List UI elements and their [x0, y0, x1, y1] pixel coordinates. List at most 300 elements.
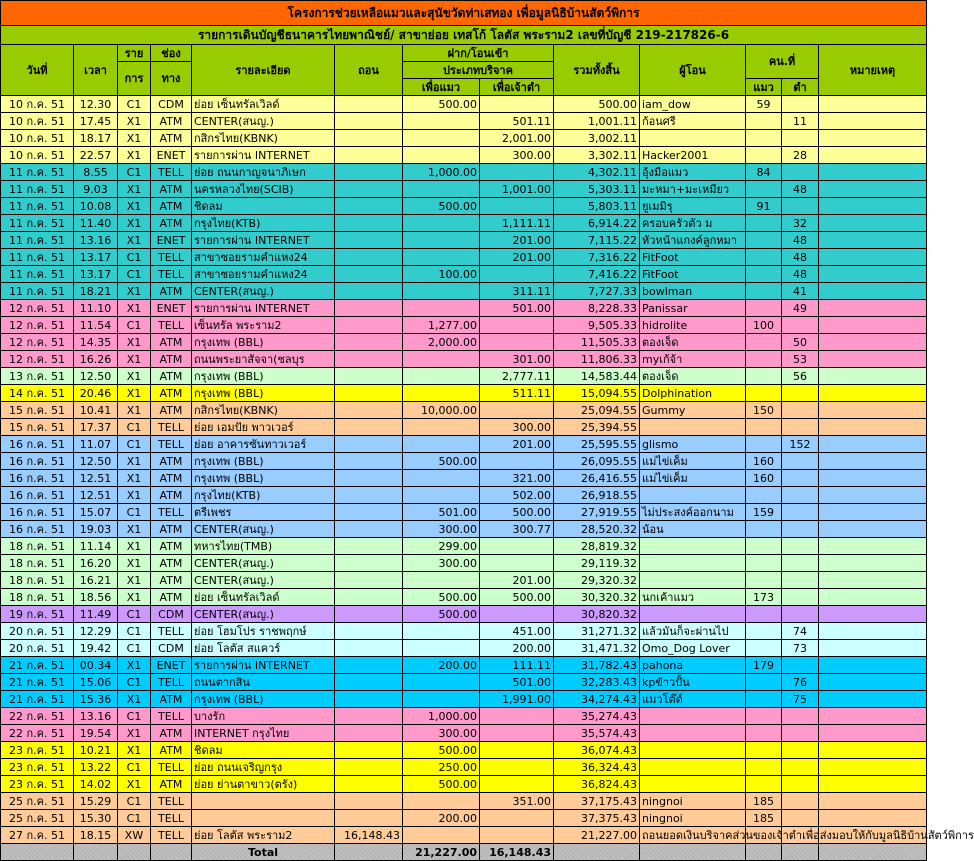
- cell-sender: [640, 555, 746, 572]
- cell-kn-cat: [746, 232, 782, 249]
- cell-for-cat: 300.00: [403, 521, 480, 538]
- table-row: [1, 606, 927, 623]
- cell-note: [819, 453, 927, 470]
- cell-detail: รายการผ่าน INTERNET: [192, 232, 335, 249]
- subtitle-row: [1, 26, 927, 45]
- cell-kn-cat: [746, 283, 782, 300]
- cell-withdraw: [335, 113, 403, 130]
- table-row: [1, 215, 927, 232]
- cell-channel: ATM: [151, 538, 192, 555]
- cell-sender: kpข้าวปั้น: [640, 674, 746, 691]
- cell-sender: hidrolite: [640, 317, 746, 334]
- cell-total: 3,002.11: [554, 130, 640, 147]
- cell-withdraw: 16,148.43: [335, 827, 403, 844]
- cell-sender: [640, 725, 746, 742]
- cell-type: X1: [118, 555, 151, 572]
- cell-for-cat: 500.00: [403, 606, 480, 623]
- cell-channel: CDM: [151, 96, 192, 113]
- cell-note: [819, 555, 927, 572]
- cell-date: 12 ก.ค. 51: [1, 351, 74, 368]
- cell-sender: [640, 708, 746, 725]
- cell-note: [819, 436, 927, 453]
- cell-for-owner: [480, 198, 554, 215]
- header-donation-type: ประเภทบริจาค: [403, 62, 554, 79]
- table-row: [1, 691, 927, 708]
- cell-note: [819, 317, 927, 334]
- cell-for-owner: 201.00: [480, 436, 554, 453]
- cell-date: 11 ก.ค. 51: [1, 232, 74, 249]
- cell-note: [819, 164, 927, 181]
- cell-time: 12.50: [74, 368, 118, 385]
- cell-for-cat: [403, 470, 480, 487]
- cell-total: 29,119.32: [554, 555, 640, 572]
- cell-channel: TELL: [151, 249, 192, 266]
- cell-type: C1: [118, 640, 151, 657]
- cell-detail: ตรีเพชร: [192, 504, 335, 521]
- cell-detail: สาขาซอยรามคำแหง24: [192, 249, 335, 266]
- cell-date: 10 ก.ค. 51: [1, 147, 74, 164]
- cell-withdraw: [335, 232, 403, 249]
- cell-for-owner: 311.11: [480, 283, 554, 300]
- cell-withdraw: [335, 742, 403, 759]
- cell-date: 11 ก.ค. 51: [1, 266, 74, 283]
- cell-for-cat: 100.00: [403, 266, 480, 283]
- cell-channel: TELL: [151, 827, 192, 844]
- cell-channel: ATM: [151, 487, 192, 504]
- cell-for-owner: [480, 810, 554, 827]
- cell-type: C1: [118, 249, 151, 266]
- cell-channel: ATM: [151, 776, 192, 793]
- cell-date: 22 ก.ค. 51: [1, 708, 74, 725]
- cell-sender: pahona: [640, 657, 746, 674]
- table-row: [1, 725, 927, 742]
- cell-for-owner: [480, 96, 554, 113]
- cell-withdraw: [335, 759, 403, 776]
- cell-for-owner: 300.00: [480, 147, 554, 164]
- header-kn-dog: ตำ: [782, 79, 819, 96]
- cell-date: 23 ก.ค. 51: [1, 759, 74, 776]
- cell-kn-cat: [746, 334, 782, 351]
- cell-date: 11 ก.ค. 51: [1, 249, 74, 266]
- cell-for-owner: 300.00: [480, 419, 554, 436]
- cell-time: 15.30: [74, 810, 118, 827]
- cell-note: [819, 96, 927, 113]
- cell-note: [819, 623, 927, 640]
- cell-note: [819, 283, 927, 300]
- cell-time: 17.37: [74, 419, 118, 436]
- cell-for-cat: [403, 368, 480, 385]
- cell-total: 29,320.32: [554, 572, 640, 589]
- cell-kn-dog: 56: [782, 368, 819, 385]
- cell-for-cat: 500.00: [403, 776, 480, 793]
- cell-note: [819, 521, 927, 538]
- cell-withdraw: [335, 555, 403, 572]
- cell-time: 10.41: [74, 402, 118, 419]
- table-row: [1, 147, 927, 164]
- cell-withdraw: [335, 198, 403, 215]
- cell-date: 16 ก.ค. 51: [1, 436, 74, 453]
- cell-kn-cat: [746, 708, 782, 725]
- cell-kn-cat: 91: [746, 198, 782, 215]
- cell-withdraw: [335, 725, 403, 742]
- cell-total: 35,574.43: [554, 725, 640, 742]
- cell-kn-dog: [782, 453, 819, 470]
- cell-channel: ATM: [151, 351, 192, 368]
- cell-withdraw: [335, 385, 403, 402]
- cell-detail: เซ็นทรัล พระราม2: [192, 317, 335, 334]
- table-row: [1, 436, 927, 453]
- cell-date: 21 ก.ค. 51: [1, 691, 74, 708]
- cell-type: C1: [118, 419, 151, 436]
- cell-total: 26,416.55: [554, 470, 640, 487]
- cell-time: 18.17: [74, 130, 118, 147]
- cell-note: [819, 606, 927, 623]
- cell-kn-dog: [782, 470, 819, 487]
- table-row: [1, 623, 927, 640]
- cell-kn-dog: 48: [782, 266, 819, 283]
- cell-type: X1: [118, 521, 151, 538]
- total-empty-cell: [554, 844, 640, 861]
- cell-kn-dog: [782, 657, 819, 674]
- cell-channel: ATM: [151, 572, 192, 589]
- cell-for-owner: 201.00: [480, 232, 554, 249]
- cell-for-owner: 300.77: [480, 521, 554, 538]
- cell-detail: กรุงเทพ (BBL): [192, 691, 335, 708]
- total-for-cat: 21,227.00: [403, 844, 480, 861]
- cell-detail: ย่อย เอมปัย พาวเวอร์: [192, 419, 335, 436]
- table-row: [1, 708, 927, 725]
- cell-kn-cat: 159: [746, 504, 782, 521]
- cell-withdraw: [335, 368, 403, 385]
- cell-time: 20.46: [74, 385, 118, 402]
- cell-type: X1: [118, 487, 151, 504]
- cell-for-cat: [403, 181, 480, 198]
- cell-time: 18.56: [74, 589, 118, 606]
- cell-withdraw: [335, 300, 403, 317]
- cell-kn-dog: 48: [782, 181, 819, 198]
- cell-date: 23 ก.ค. 51: [1, 742, 74, 759]
- cell-kn-dog: [782, 164, 819, 181]
- cell-withdraw: [335, 589, 403, 606]
- header-withdraw: ถอน: [335, 45, 403, 96]
- cell-date: 10 ก.ค. 51: [1, 96, 74, 113]
- cell-total: 31,782.43: [554, 657, 640, 674]
- cell-type: X1: [118, 181, 151, 198]
- cell-withdraw: [335, 691, 403, 708]
- cell-sender: Gummy: [640, 402, 746, 419]
- total-empty-cell: [151, 844, 192, 861]
- cell-note: [819, 181, 927, 198]
- cell-kn-dog: [782, 776, 819, 793]
- cell-kn-dog: 76: [782, 674, 819, 691]
- table-row: [1, 657, 927, 674]
- cell-date: 15 ก.ค. 51: [1, 402, 74, 419]
- cell-kn-cat: [746, 215, 782, 232]
- cell-sender: ningnoi: [640, 810, 746, 827]
- cell-for-owner: 2,001.00: [480, 130, 554, 147]
- cell-total: 11,806.33: [554, 351, 640, 368]
- cell-for-owner: [480, 555, 554, 572]
- cell-for-cat: [403, 436, 480, 453]
- cell-sender: [640, 742, 746, 759]
- cell-kn-cat: 173: [746, 589, 782, 606]
- cell-for-cat: [403, 113, 480, 130]
- cell-for-cat: 500.00: [403, 453, 480, 470]
- table-row: [1, 810, 927, 827]
- cell-kn-dog: [782, 759, 819, 776]
- cell-channel: ATM: [151, 385, 192, 402]
- cell-time: 19.54: [74, 725, 118, 742]
- cell-channel: ENET: [151, 147, 192, 164]
- cell-kn-cat: 185: [746, 810, 782, 827]
- cell-for-owner: 501.00: [480, 300, 554, 317]
- cell-sender: แมวโต๊ต์: [640, 691, 746, 708]
- cell-detail: กสิกรไทย(KBNK): [192, 402, 335, 419]
- cell-sender: iam_dow: [640, 96, 746, 113]
- cell-sender: Hacker2001: [640, 147, 746, 164]
- header-time: เวลา: [74, 45, 118, 96]
- cell-channel: ATM: [151, 283, 192, 300]
- cell-withdraw: [335, 419, 403, 436]
- cell-withdraw: [335, 538, 403, 555]
- cell-for-cat: [403, 793, 480, 810]
- cell-note: [819, 147, 927, 164]
- cell-note: [819, 130, 927, 147]
- cell-time: 12.51: [74, 470, 118, 487]
- cell-sender: ningnoi: [640, 793, 746, 810]
- cell-channel: ATM: [151, 555, 192, 572]
- cell-withdraw: [335, 623, 403, 640]
- table-row: [1, 776, 927, 793]
- cell-total: 36,324.43: [554, 759, 640, 776]
- cell-total: 21,227.00: [554, 827, 640, 844]
- cell-type: X1: [118, 215, 151, 232]
- cell-type: C1: [118, 623, 151, 640]
- cell-kn-dog: [782, 555, 819, 572]
- cell-sender: ถอนยอดเงินบริจาคส่วนของเจ้าตำเพื่อส่งมอบให้กับมูลนิธิบ้านสัตว์พิการ: [640, 827, 746, 844]
- cell-date: 25 ก.ค. 51: [1, 810, 74, 827]
- cell-detail: รายการผ่าน INTERNET: [192, 147, 335, 164]
- cell-detail: ย่อย เซ็นทรัลเวิลด์: [192, 589, 335, 606]
- cell-withdraw: [335, 351, 403, 368]
- cell-date: 21 ก.ค. 51: [1, 657, 74, 674]
- cell-note: [819, 504, 927, 521]
- cell-for-owner: 500.00: [480, 504, 554, 521]
- cell-withdraw: [335, 572, 403, 589]
- cell-date: 10 ก.ค. 51: [1, 113, 74, 130]
- header-for-cat: เพื่อแมว: [403, 79, 480, 96]
- cell-sender: มะหมา+มะเหมียว: [640, 181, 746, 198]
- cell-total: 7,727.33: [554, 283, 640, 300]
- cell-kn-cat: [746, 691, 782, 708]
- cell-note: [819, 351, 927, 368]
- table-row: [1, 283, 927, 300]
- cell-for-owner: 451.00: [480, 623, 554, 640]
- cell-kn-dog: [782, 606, 819, 623]
- cell-kn-cat: [746, 555, 782, 572]
- cell-time: 8.55: [74, 164, 118, 181]
- cell-date: 11 ก.ค. 51: [1, 181, 74, 198]
- cell-date: 11 ก.ค. 51: [1, 215, 74, 232]
- cell-time: 17.45: [74, 113, 118, 130]
- cell-kn-dog: 74: [782, 623, 819, 640]
- cell-channel: TELL: [151, 623, 192, 640]
- cell-total: 37,175.43: [554, 793, 640, 810]
- cell-kn-cat: 59: [746, 96, 782, 113]
- cell-time: 10.21: [74, 742, 118, 759]
- cell-for-owner: [480, 725, 554, 742]
- cell-date: 12 ก.ค. 51: [1, 300, 74, 317]
- table-row: [1, 640, 927, 657]
- table-row: [1, 793, 927, 810]
- cell-kn-cat: [746, 521, 782, 538]
- cell-note: [819, 776, 927, 793]
- total-empty-cell: [118, 844, 151, 861]
- cell-note: [819, 249, 927, 266]
- cell-kn-cat: [746, 113, 782, 130]
- cell-date: 16 ก.ค. 51: [1, 470, 74, 487]
- cell-withdraw: [335, 164, 403, 181]
- cell-time: 12.29: [74, 623, 118, 640]
- cell-total: 25,394.55: [554, 419, 640, 436]
- cell-channel: ATM: [151, 334, 192, 351]
- cell-channel: TELL: [151, 708, 192, 725]
- cell-sender: ไม่ประสงค์ออกนาม: [640, 504, 746, 521]
- cell-type: XW: [118, 827, 151, 844]
- cell-detail: กรุงเทพ (BBL): [192, 368, 335, 385]
- total-empty-cell: [335, 844, 403, 861]
- cell-date: 12 ก.ค. 51: [1, 317, 74, 334]
- cell-time: 19.42: [74, 640, 118, 657]
- cell-type: X1: [118, 232, 151, 249]
- table-row: [1, 742, 927, 759]
- cell-kn-dog: 152: [782, 436, 819, 453]
- cell-detail: กรุงเทพ (BBL): [192, 385, 335, 402]
- table-row: [1, 487, 927, 504]
- cell-date: 20 ก.ค. 51: [1, 640, 74, 657]
- cell-detail: ย่อย อาคารซันทาวเวอร์: [192, 436, 335, 453]
- cell-total: 1,001.11: [554, 113, 640, 130]
- cell-withdraw: [335, 215, 403, 232]
- cell-for-owner: [480, 742, 554, 759]
- cell-type: X1: [118, 113, 151, 130]
- cell-kn-dog: [782, 504, 819, 521]
- cell-kn-cat: [746, 300, 782, 317]
- cell-detail: กสิกรไทย(KBNK): [192, 130, 335, 147]
- cell-for-owner: [480, 776, 554, 793]
- cell-for-owner: 201.00: [480, 249, 554, 266]
- cell-for-cat: 500.00: [403, 589, 480, 606]
- table-row: [1, 555, 927, 572]
- cell-kn-dog: 50: [782, 334, 819, 351]
- cell-date: 12 ก.ค. 51: [1, 334, 74, 351]
- cell-sender: น้อน: [640, 521, 746, 538]
- cell-detail: ชิดลม: [192, 742, 335, 759]
- total-row: [1, 844, 927, 861]
- cell-time: 12.50: [74, 453, 118, 470]
- cell-sender: [640, 606, 746, 623]
- cell-time: 13.22: [74, 759, 118, 776]
- cell-sender: ครอบครัวตัว ม: [640, 215, 746, 232]
- cell-kn-dog: [782, 538, 819, 555]
- cell-type: X1: [118, 725, 151, 742]
- cell-kn-cat: [746, 759, 782, 776]
- cell-sender: Panissar: [640, 300, 746, 317]
- cell-kn-cat: [746, 572, 782, 589]
- cell-note: [819, 725, 927, 742]
- table-row: [1, 164, 927, 181]
- cell-date: 14 ก.ค. 51: [1, 385, 74, 402]
- cell-for-cat: [403, 487, 480, 504]
- cell-channel: TELL: [151, 436, 192, 453]
- cell-note: [819, 691, 927, 708]
- cell-total: 26,095.55: [554, 453, 640, 470]
- cell-for-owner: [480, 538, 554, 555]
- cell-for-cat: 500.00: [403, 198, 480, 215]
- cell-channel: TELL: [151, 810, 192, 827]
- cell-sender: FitFoot: [640, 266, 746, 283]
- cell-sender: myเก้จ้า: [640, 351, 746, 368]
- cell-detail: ย่อย เซ็นทรัลเวิลด์: [192, 96, 335, 113]
- cell-detail: ย่อย ถนนเจริญกรุง: [192, 759, 335, 776]
- cell-type: C1: [118, 674, 151, 691]
- cell-date: 13 ก.ค. 51: [1, 368, 74, 385]
- cell-for-cat: 1,277.00: [403, 317, 480, 334]
- cell-sender: แม่ไข่เค็ม: [640, 470, 746, 487]
- cell-total: 34,274.43: [554, 691, 640, 708]
- table-row: [1, 232, 927, 249]
- cell-type: C1: [118, 266, 151, 283]
- table-row: [1, 402, 927, 419]
- cell-total: 11,505.33: [554, 334, 640, 351]
- cell-total: 6,914.22: [554, 215, 640, 232]
- cell-for-owner: 201.00: [480, 572, 554, 589]
- cell-total: 25,094.55: [554, 402, 640, 419]
- cell-sender: bowlman: [640, 283, 746, 300]
- cell-sender: [640, 419, 746, 436]
- cell-kn-dog: 11: [782, 113, 819, 130]
- cell-sender: [640, 776, 746, 793]
- cell-sender: glismo: [640, 436, 746, 453]
- cell-for-cat: [403, 674, 480, 691]
- cell-for-cat: 1,000.00: [403, 708, 480, 725]
- cell-detail: CENTER(สนญ.): [192, 555, 335, 572]
- cell-date: 23 ก.ค. 51: [1, 776, 74, 793]
- cell-kn-cat: 185: [746, 793, 782, 810]
- cell-for-cat: 500.00: [403, 96, 480, 113]
- cell-type: X1: [118, 776, 151, 793]
- cell-for-cat: [403, 283, 480, 300]
- table-row: [1, 538, 927, 555]
- cell-channel: ATM: [151, 453, 192, 470]
- cell-note: [819, 266, 927, 283]
- cell-for-cat: [403, 385, 480, 402]
- cell-date: 11 ก.ค. 51: [1, 164, 74, 181]
- cell-total: 30,320.32: [554, 589, 640, 606]
- cell-date: 15 ก.ค. 51: [1, 419, 74, 436]
- cell-for-owner: 502.00: [480, 487, 554, 504]
- cell-type: C1: [118, 164, 151, 181]
- total-empty-cell: [74, 844, 118, 861]
- cell-time: 11.54: [74, 317, 118, 334]
- cell-type: X1: [118, 538, 151, 555]
- cell-kn-dog: 73: [782, 640, 819, 657]
- cell-for-cat: 200.00: [403, 810, 480, 827]
- cell-kn-dog: 49: [782, 300, 819, 317]
- cell-kn-dog: 32: [782, 215, 819, 232]
- cell-detail: นครหลวงไทย(SCIB): [192, 181, 335, 198]
- header-kn: คน.ที่: [746, 45, 819, 79]
